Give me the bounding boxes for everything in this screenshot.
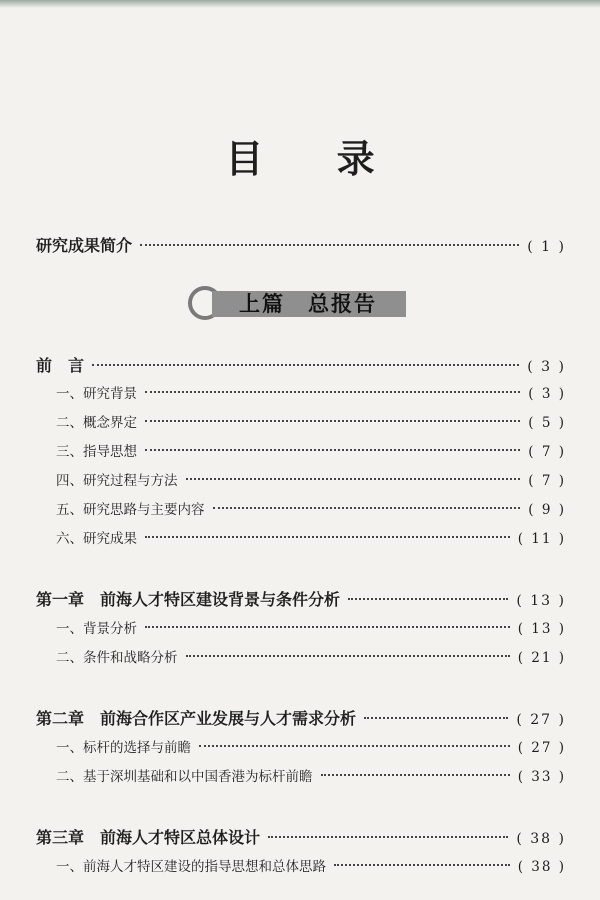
toc-page-number: ( 7 ) — [528, 444, 566, 460]
toc-leader — [186, 655, 510, 657]
toc-leader — [92, 364, 519, 366]
toc-entry[interactable] — [56, 855, 566, 879]
toc-entry-title: 研究成果简介 — [36, 236, 133, 255]
toc-page-number: ( 7 ) — [528, 473, 566, 489]
toc-leader — [334, 864, 510, 866]
toc-leader — [145, 420, 520, 422]
toc-leader — [364, 717, 508, 719]
section-title: 上篇 总报告 — [239, 291, 377, 316]
toc-leader — [140, 244, 519, 246]
toc-page-number: ( 9 ) — [528, 502, 566, 518]
toc-entry-title: 一、背景分析 — [56, 621, 137, 637]
toc-page-number: ( 27 ) — [517, 740, 566, 756]
toc-entry[interactable] — [56, 498, 566, 522]
toc-entry-title: 四、研究过程与方法 — [56, 473, 178, 489]
toc-page-number: ( 13 ) — [516, 593, 566, 609]
toc-entry[interactable] — [36, 588, 566, 612]
toc-leader — [145, 391, 520, 393]
toc-entry[interactable] — [56, 736, 566, 760]
toc-entry-title: 五、研究思路与主要内容 — [56, 502, 205, 518]
toc-entry-title: 二、基于深圳基础和以中国香港为标杆前瞻 — [56, 769, 313, 785]
toc-entry-title: 一、研究背景 — [56, 386, 137, 402]
toc-entry[interactable] — [36, 826, 566, 850]
toc-leader — [213, 507, 521, 509]
toc-page-number: ( 5 ) — [528, 415, 566, 431]
toc-page-number: ( 38 ) — [517, 859, 566, 875]
toc-page-number: ( 38 ) — [516, 831, 566, 847]
toc-entry[interactable] — [56, 382, 566, 406]
toc-entry[interactable] — [36, 354, 566, 378]
toc-entry-title: 一、前海人才特区建设的指导思想和总体思路 — [56, 859, 326, 875]
toc-leader — [268, 836, 508, 838]
toc-entry[interactable] — [56, 440, 566, 464]
toc-page-number: ( 3 ) — [527, 359, 566, 375]
toc-entry-title: 二、条件和战略分析 — [56, 650, 178, 666]
toc-entry[interactable] — [56, 411, 566, 435]
toc-entry-title: 前 言 — [36, 356, 85, 375]
toc-page-number: ( 13 ) — [517, 621, 566, 637]
toc-leader — [186, 478, 521, 480]
toc-leader — [145, 449, 520, 451]
toc-leader — [321, 774, 510, 776]
toc-entry-title: 第二章 前海合作区产业发展与人才需求分析 — [36, 709, 357, 728]
toc-entry-title: 第三章 前海人才特区总体设计 — [36, 828, 261, 847]
toc-entry-title: 第一章 前海人才特区建设背景与条件分析 — [36, 590, 341, 609]
toc-entry[interactable] — [56, 469, 566, 493]
toc-entry[interactable] — [36, 707, 566, 731]
toc-leader — [145, 536, 510, 538]
toc-page-number: ( 33 ) — [517, 769, 566, 785]
section-banner — [188, 285, 408, 325]
toc-entry-title: 一、标杆的选择与前瞻 — [56, 740, 191, 756]
toc-entry[interactable] — [56, 646, 566, 670]
toc-entry-title: 六、研究成果 — [56, 531, 137, 547]
toc-page-number: ( 1 ) — [527, 239, 566, 255]
toc-entry[interactable] — [56, 765, 566, 789]
page-top-edge — [0, 0, 600, 8]
toc-entry-title: 三、指导思想 — [56, 444, 137, 460]
toc-page-number: ( 27 ) — [516, 712, 566, 728]
toc-page-number: ( 21 ) — [517, 650, 566, 666]
toc-page-number: ( 3 ) — [528, 386, 566, 402]
toc-entry[interactable] — [56, 527, 566, 551]
toc-entry[interactable] — [56, 617, 566, 641]
toc-leader — [199, 745, 510, 747]
toc-entry[interactable] — [36, 234, 566, 258]
toc-leader — [145, 626, 510, 628]
page-title: 目 录 — [225, 136, 405, 181]
toc-entry-title: 二、概念界定 — [56, 415, 137, 431]
toc-leader — [348, 598, 508, 600]
toc-page-number: ( 11 ) — [517, 531, 566, 547]
